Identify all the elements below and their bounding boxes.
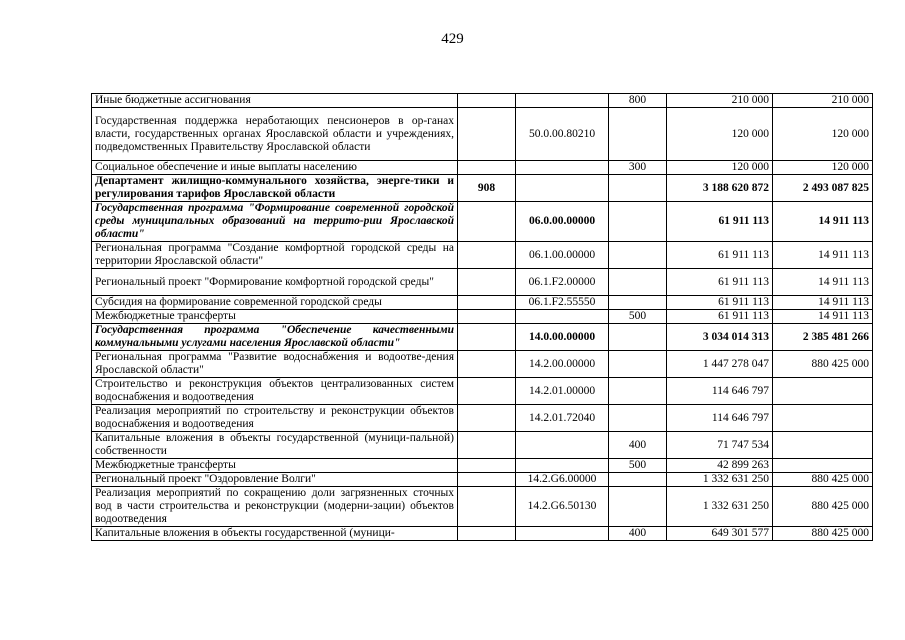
row-amount-1-cell: 1 332 631 250 [667,487,773,527]
budget-table-body [92,94,873,541]
row-code-cell: 50.0.00.80210 [516,108,609,161]
row-type-cell: 500 [609,310,667,324]
row-dept-cell [458,378,516,405]
table-row [92,202,873,242]
row-amount-1-cell: 42 899 263 [667,459,773,473]
table-row [92,405,873,432]
table-row [92,351,873,378]
row-name-cell: Региональный проект "Оздоровление Волги" [92,473,458,487]
row-amount-1-cell: 1 447 278 047 [667,351,773,378]
table-row [92,242,873,269]
table-row [92,527,873,541]
row-type-cell [609,378,667,405]
table-row [92,459,873,473]
row-name-cell: Региональная программа "Создание комфортной городской среды на территории Ярославской области" [92,242,458,269]
row-dept-cell [458,296,516,310]
row-code-cell: 06.1.F2.00000 [516,269,609,296]
row-dept-cell [458,310,516,324]
row-amount-2-cell: 14 911 113 [773,296,873,310]
row-dept-cell [458,324,516,351]
row-amount-1-cell: 61 911 113 [667,310,773,324]
row-amount-1-cell: 1 332 631 250 [667,473,773,487]
row-name-cell: Департамент жилищно-коммунального хозяйства, энерге-тики и регулирования тарифов Ярославской области [92,175,458,202]
row-amount-1-cell: 61 911 113 [667,296,773,310]
row-name-cell: Государственная программа "Обеспечение качественными коммунальными услугами населения Ярославской области" [92,324,458,351]
row-name-cell: Социальное обеспечение и иные выплаты населению [92,161,458,175]
row-dept-cell [458,269,516,296]
row-name-cell: Реализация мероприятий по сокращению доли загрязненных сточных вод в части строительства и реконструкции (модерни-зации) объектов водоотведения [92,487,458,527]
row-amount-1-cell: 71 747 534 [667,432,773,459]
row-type-cell: 400 [609,527,667,541]
row-amount-2-cell: 880 425 000 [773,487,873,527]
row-code-cell: 14.2.G6.50130 [516,487,609,527]
row-name-cell: Межбюджетные трансферты [92,459,458,473]
row-code-cell [516,310,609,324]
row-type-cell [609,202,667,242]
row-amount-1-cell: 120 000 [667,161,773,175]
page-number: 429 [441,31,464,47]
row-name-cell: Региональный проект "Формирование комфортной городской среды" [92,269,458,296]
row-dept-cell [458,459,516,473]
row-type-cell [609,296,667,310]
row-amount-1-cell: 61 911 113 [667,202,773,242]
row-dept-cell [458,94,516,108]
row-dept-cell [458,432,516,459]
row-dept-cell [458,161,516,175]
table-row [92,310,873,324]
row-type-cell [609,242,667,269]
row-amount-1-cell: 61 911 113 [667,269,773,296]
row-dept-cell [458,351,516,378]
row-type-cell: 500 [609,459,667,473]
row-type-cell [609,487,667,527]
table-row [92,108,873,161]
row-amount-1-cell: 61 911 113 [667,242,773,269]
row-amount-2-cell: 14 911 113 [773,310,873,324]
row-code-cell: 06.1.F2.55550 [516,296,609,310]
row-amount-2-cell: 210 000 [773,94,873,108]
row-amount-2-cell: 2 493 087 825 [773,175,873,202]
row-dept-cell: 908 [458,175,516,202]
row-code-cell [516,94,609,108]
row-code-cell [516,161,609,175]
row-amount-2-cell [773,432,873,459]
row-amount-2-cell: 2 385 481 266 [773,324,873,351]
row-code-cell: 06.0.00.00000 [516,202,609,242]
row-code-cell [516,432,609,459]
row-amount-2-cell: 880 425 000 [773,473,873,487]
table-row [92,161,873,175]
row-name-cell: Реализация мероприятий по строительству и реконструкции объектов водоснабжения и водоотведения [92,405,458,432]
row-amount-2-cell: 14 911 113 [773,202,873,242]
row-type-cell [609,269,667,296]
table-row [92,473,873,487]
table-row [92,296,873,310]
row-dept-cell [458,242,516,269]
table-row [92,175,873,202]
row-type-cell: 400 [609,432,667,459]
row-dept-cell [458,473,516,487]
row-code-cell: 14.2.01.00000 [516,378,609,405]
row-amount-2-cell: 120 000 [773,108,873,161]
row-amount-1-cell: 120 000 [667,108,773,161]
row-type-cell: 800 [609,94,667,108]
row-name-cell: Региональная программа "Развитие водоснабжения и водоотве-дения Ярославской области" [92,351,458,378]
row-amount-2-cell: 880 425 000 [773,527,873,541]
row-name-cell: Строительство и реконструкция объектов централизованных систем водоснабжения и водоотведения [92,378,458,405]
row-type-cell [609,473,667,487]
row-amount-1-cell: 649 301 577 [667,527,773,541]
row-amount-2-cell: 14 911 113 [773,242,873,269]
row-code-cell: 14.2.G6.00000 [516,473,609,487]
row-amount-2-cell: 120 000 [773,161,873,175]
table-row [92,269,873,296]
row-code-cell: 14.0.00.00000 [516,324,609,351]
row-amount-1-cell: 3 188 620 872 [667,175,773,202]
row-name-cell: Капитальные вложения в объекты государственной (муници-пальной) собственности [92,432,458,459]
row-name-cell: Капитальные вложения в объекты государственной (муници- [92,527,458,541]
row-type-cell [609,108,667,161]
row-amount-1-cell: 3 034 014 313 [667,324,773,351]
budget-table [91,93,873,541]
table-row [92,432,873,459]
row-amount-2-cell: 880 425 000 [773,351,873,378]
row-dept-cell [458,527,516,541]
row-code-cell: 14.2.00.00000 [516,351,609,378]
row-code-cell: 06.1.00.00000 [516,242,609,269]
row-code-cell [516,175,609,202]
table-row [92,94,873,108]
row-amount-2-cell: 14 911 113 [773,269,873,296]
row-amount-1-cell: 114 646 797 [667,378,773,405]
row-name-cell: Субсидия на формирование современной городской среды [92,296,458,310]
row-type-cell [609,405,667,432]
row-name-cell: Государственная программа "Формирование современной городской среды муниципальных образований на террито-рии Ярославской области" [92,202,458,242]
table-row [92,378,873,405]
row-name-cell: Межбюджетные трансферты [92,310,458,324]
table-row [92,487,873,527]
row-amount-2-cell [773,378,873,405]
row-dept-cell [458,202,516,242]
row-dept-cell [458,108,516,161]
row-amount-2-cell [773,405,873,432]
row-type-cell [609,351,667,378]
row-code-cell: 14.2.01.72040 [516,405,609,432]
row-type-cell: 300 [609,161,667,175]
row-amount-1-cell: 114 646 797 [667,405,773,432]
row-dept-cell [458,487,516,527]
row-dept-cell [458,405,516,432]
row-code-cell [516,527,609,541]
row-type-cell [609,324,667,351]
table-row [92,324,873,351]
row-name-cell: Иные бюджетные ассигнования [92,94,458,108]
row-code-cell [516,459,609,473]
row-name-cell: Государственная поддержка неработающих пенсионеров в ор-ганах власти, государственных органах Ярославской области и учреждениях, подведомственных Правительству Ярославской области [92,108,458,161]
row-type-cell [609,175,667,202]
row-amount-2-cell [773,459,873,473]
row-amount-1-cell: 210 000 [667,94,773,108]
